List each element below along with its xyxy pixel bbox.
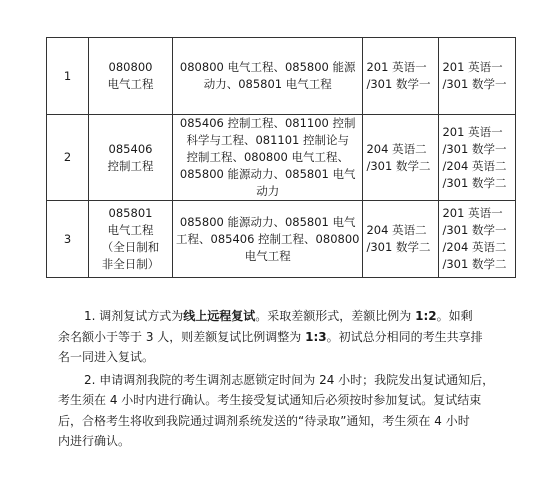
row-index: 2 — [47, 115, 89, 201]
required-subjects-cell: 201 英语一 /301 数学一 /204 英语二 /301 数学二 — [439, 115, 516, 201]
table-row — [47, 38, 516, 115]
table-row — [47, 201, 516, 278]
exam-subjects-cell: 201 英语一 /301 数学一 — [363, 38, 439, 115]
note-paragraph-1: 1. 调剂复试方式为线上远程复试。采取差额形式，差额比例为 1:2。如剩 余名额小于等于 3 人，则差额复试比例调整为 1:3。初试总分相同的考生共享排 名一同进入复试。 — [58, 309, 483, 364]
required-subjects-cell: 201 英语一 /301 数学一 /204 英语二 /301 数学二 — [439, 201, 516, 278]
row-index: 3 — [47, 201, 89, 278]
exam-subjects-cell: 204 英语二 /301 数学二 — [363, 115, 439, 201]
major-code-cell: 080800 电气工程 — [89, 38, 173, 115]
accepted-majors-cell: 085406 控制工程、081100 控制 科学与工程、081101 控制论与 控制工程、080800 电气工程、 085800 能源动力、085801 电气 动力 — [173, 115, 363, 201]
exam-subjects-cell: 204 英语二 /301 数学二 — [363, 201, 439, 278]
major-code-cell: 085406 控制工程 — [89, 115, 173, 201]
table-row — [47, 115, 516, 201]
required-subjects-cell: 201 英语一 /301 数学一 — [439, 38, 516, 115]
accepted-majors-cell: 080800 电气工程、085800 能源 动力、085801 电气工程 — [173, 38, 363, 115]
row-index: 1 — [47, 38, 89, 115]
notes-section — [58, 306, 504, 454]
ratio-emphasis: 1:2 — [415, 309, 437, 323]
accepted-majors-cell: 085800 能源动力、085801 电气 工程、085406 控制工程、080800 电气工程 — [173, 201, 363, 278]
adjustment-table — [46, 37, 516, 278]
ratio-emphasis: 1:3 — [305, 329, 327, 344]
remote-retest-emphasis: 线上远程复试 — [183, 309, 256, 323]
note-paragraph-2: 2. 申请调剂我院的考生调剂志愿锁定时间为 24 小时；我院发出复试通知后， 考生须在 4 小时内进行确认。考生接受复试通知后必须按时参加复试。复试结束 后，合格考生将收到我院通过调剂系统发送的“待录取”通知，考生须在 4 小时 内进行确认。 — [58, 372, 495, 448]
major-code-cell: 085801 电气工程 （全日制和 非全日制） — [89, 201, 173, 278]
